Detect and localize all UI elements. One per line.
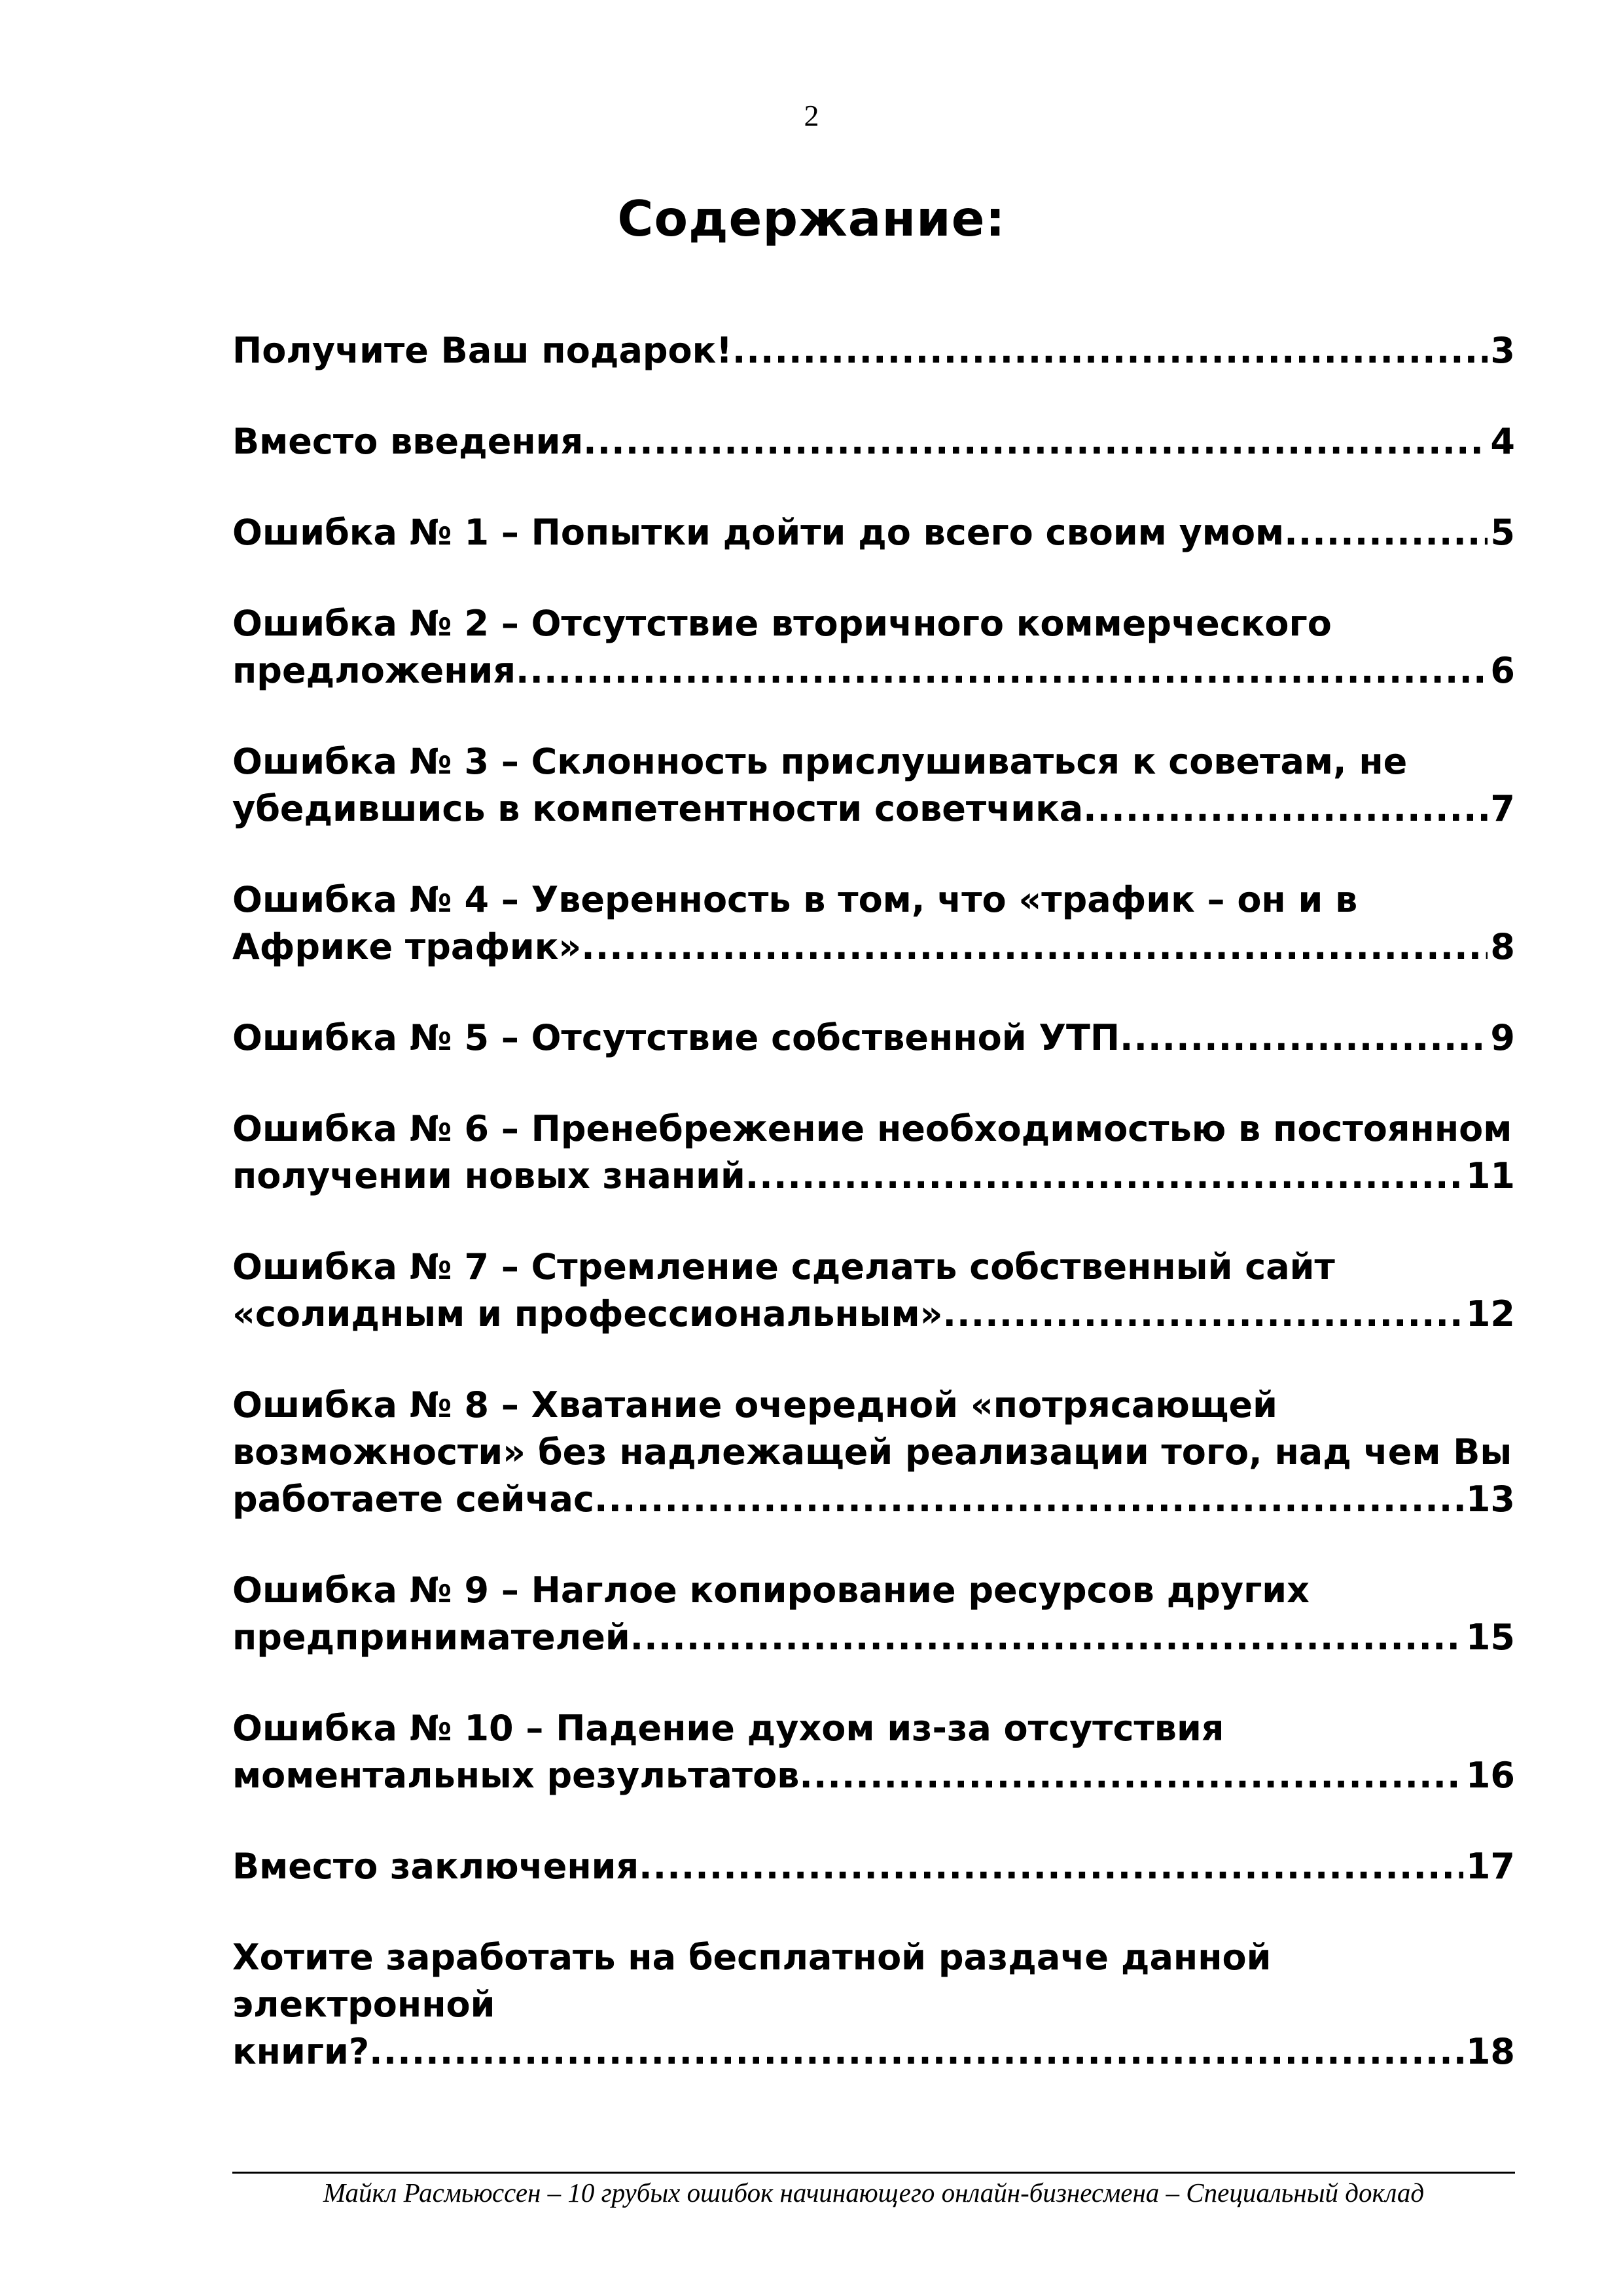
toc-entry-title-line: Ошибка № 7 – Стремление сделать собственный сайт [232,1246,1335,1287]
toc-entry-title-line: Ошибка № 8 – Хватание очередной «потрясающей [232,1384,1277,1426]
footer-divider [232,2172,1515,2174]
toc-dot-leader [943,1291,1463,1338]
toc-entry-last-line [232,327,1515,374]
toc-entry-title: «солидным и профессиональным» [232,1293,943,1335]
toc-entry-last-line [232,418,1515,465]
toc-entry-title-line: Ошибка № 9 – Наглое копирование ресурсов других [232,1570,1310,1611]
toc-entry[interactable] [232,1105,1515,1200]
toc-entry-title: Ошибка № 5 – Отсутствие собственной УТП [232,1017,1120,1058]
page-title: Содержание: [617,190,1006,247]
toc-entry-last-line [232,647,1515,694]
toc-entry-last-line [232,2028,1515,2075]
toc-entry[interactable] [232,327,1515,374]
toc-entry-title: предложения [232,650,516,691]
toc-entry[interactable] [232,509,1515,556]
toc-page-number: 18 [1465,2031,1515,2072]
toc-entry-title: Ошибка № 1 – Попытки дойти до всего своим умом [232,512,1285,553]
toc-dot-leader [1083,785,1488,833]
toc-entry[interactable] [232,876,1515,971]
toc-entry-title-line: Ошибка № 4 – Уверенность в том, что «трафик – он и в [232,879,1358,920]
toc-dot-leader [583,418,1488,465]
toc-entry-title: Вместо заключения [232,1846,639,1887]
toc-page-number: 6 [1490,650,1515,691]
toc-page-number: 8 [1490,926,1515,967]
toc-page-number: 9 [1490,1017,1515,1058]
toc-entry-title-line: Ошибка № 10 – Падение духом из-за отсутствия [232,1708,1224,1749]
toc-entry-title: моментальных результатов [232,1755,800,1796]
toc-page-number: 15 [1465,1617,1515,1658]
toc-entry[interactable] [232,1567,1515,1661]
toc-entry-title-line: Ошибка № 6 – Пренебрежение необходимостью в постоянном [232,1108,1512,1149]
footer-text: Майкл Расмьюссен – 10 грубых ошибок начинающего онлайн-бизнесмена – Специальный доклад [323,2178,1425,2208]
toc-dot-leader [732,327,1488,374]
toc-entry-title-line: Хотите заработать на бесплатной раздаче данной электронной [232,1937,1272,2025]
toc-page-number: 13 [1465,1479,1515,1520]
toc-entry-last-line [232,785,1515,833]
toc-page-number: 17 [1465,1846,1515,1887]
toc-dot-leader [369,2028,1463,2075]
toc-entry[interactable] [232,1705,1515,1799]
toc-dot-leader [630,1614,1463,1661]
toc-entry[interactable] [232,1244,1515,1338]
toc-dot-leader [1120,1014,1488,1062]
toc-entry-title: Африке трафик» [232,926,582,967]
toc-entry-title: получении новых знаний [232,1155,745,1196]
toc-entry-last-line [232,1614,1515,1661]
toc-entry-title: убедившись в компетентности советчика [232,788,1084,829]
toc-entry-title: книги? [232,2031,370,2072]
toc-page-number: 7 [1490,788,1515,829]
toc-entry[interactable] [232,1014,1515,1062]
toc-page-number: 3 [1490,330,1515,371]
toc-entry-last-line [232,1476,1515,1523]
toc-entry[interactable] [232,738,1515,833]
page-number: 2 [804,99,819,132]
toc-page-number: 12 [1465,1293,1515,1335]
toc-dot-leader [639,1843,1463,1890]
toc-entry[interactable] [232,600,1515,694]
toc-entry-title: предпринимателей [232,1617,630,1658]
toc-entry-last-line [232,1014,1515,1062]
toc-dot-leader [594,1476,1463,1523]
toc-entry-last-line [232,924,1515,971]
toc-entry-last-line [232,509,1515,556]
toc-entry-last-line [232,1291,1515,1338]
toc-dot-leader [745,1153,1463,1200]
toc-dot-leader [1284,509,1488,556]
table-of-contents [232,327,1515,2119]
toc-entry[interactable] [232,1843,1515,1890]
toc-page-number: 16 [1465,1755,1515,1796]
toc-dot-leader [581,924,1488,971]
toc-page-number: 5 [1490,512,1515,553]
toc-page-number: 4 [1490,421,1515,462]
toc-entry[interactable] [232,418,1515,465]
toc-entry-title: Вместо введения [232,421,584,462]
toc-page-number: 11 [1465,1155,1515,1196]
toc-entry-title: Получите Ваш подарок! [232,330,732,371]
toc-dot-leader [799,1752,1463,1799]
toc-entry[interactable] [232,1934,1515,2075]
toc-entry-title-line: Ошибка № 3 – Склонность прислушиваться к советам, не [232,741,1408,782]
toc-entry-last-line [232,1153,1515,1200]
toc-entry-title: работаете сейчас [232,1479,594,1520]
toc-entry-last-line [232,1752,1515,1799]
toc-dot-leader [516,647,1488,694]
toc-entry-title-line: Ошибка № 2 – Отсутствие вторичного коммерческого [232,603,1332,644]
toc-entry[interactable] [232,1382,1515,1523]
toc-entry-last-line [232,1843,1515,1890]
toc-entry-title-line: возможности» без надлежащей реализации того, над чем Вы [232,1431,1512,1473]
